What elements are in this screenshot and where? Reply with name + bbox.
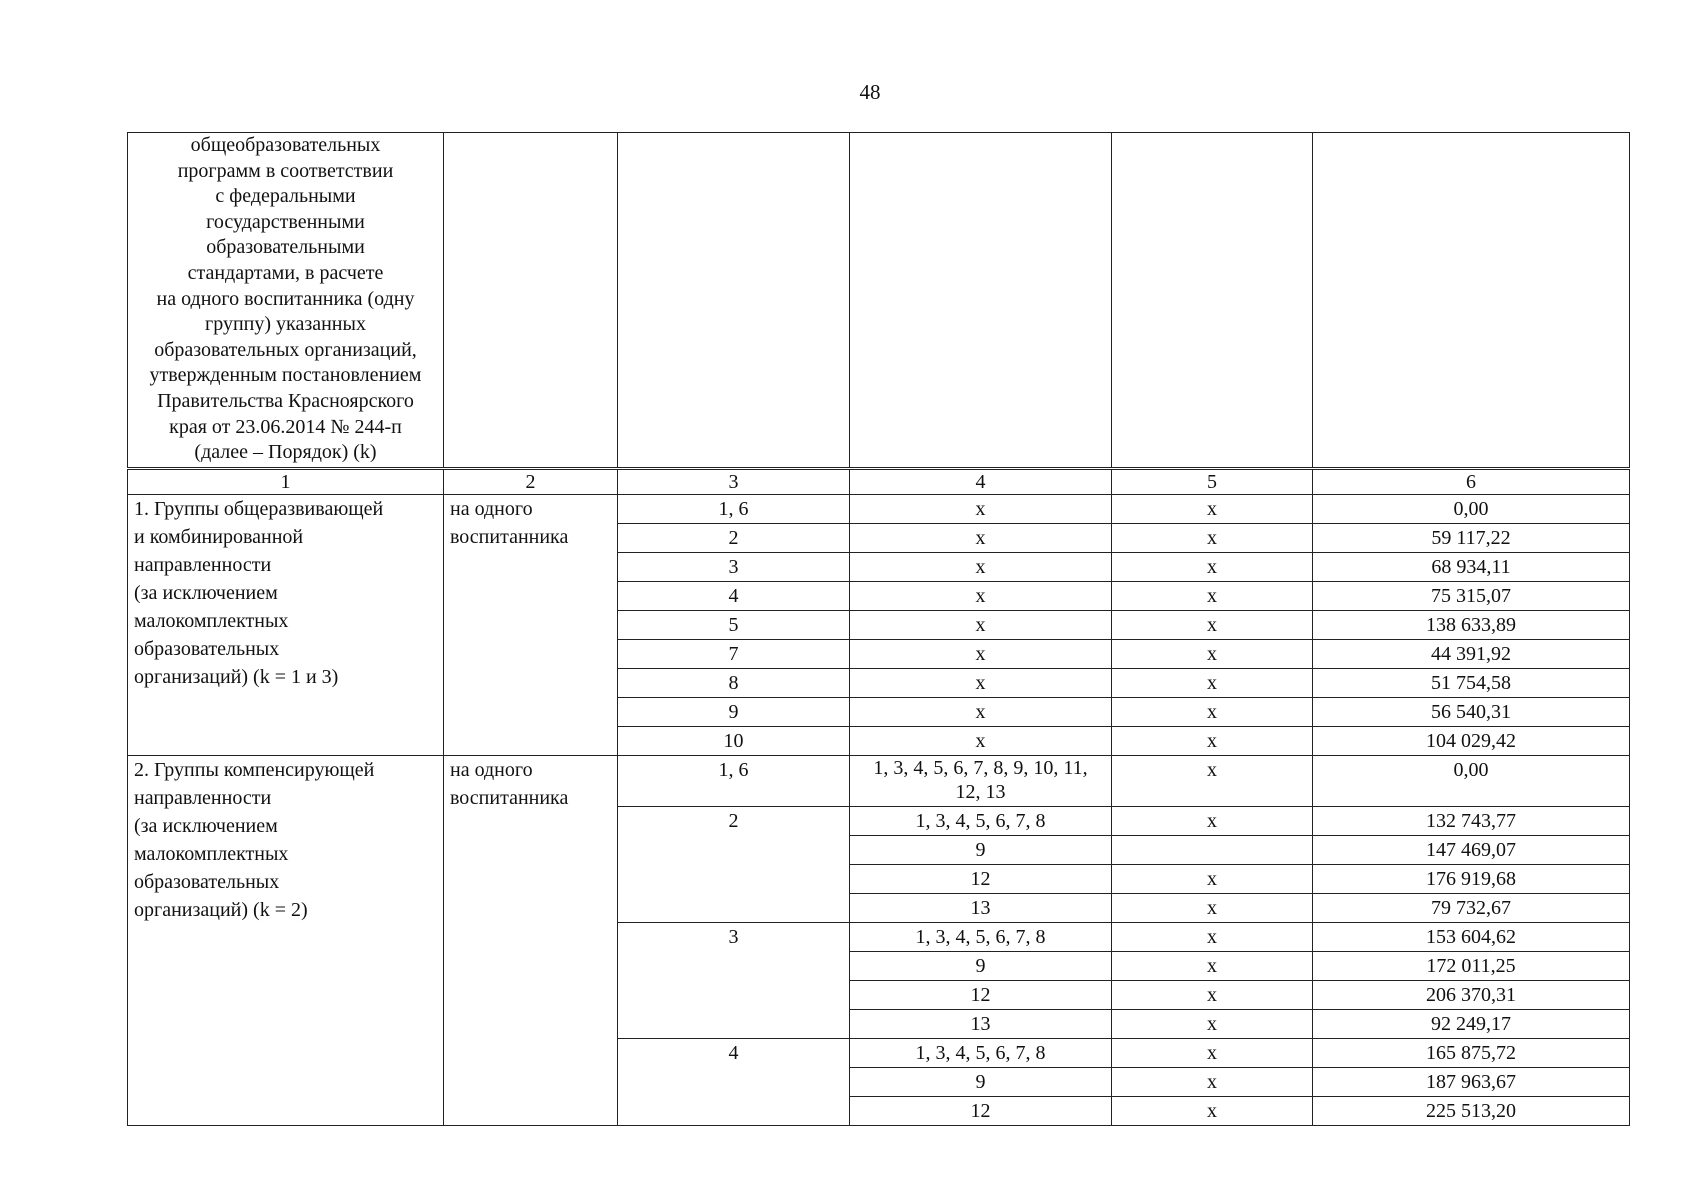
group-label-line: и комбинированной: [134, 526, 304, 548]
cell-col3: 2: [618, 807, 850, 923]
cell-col4: 12: [850, 1097, 1112, 1126]
table-row: [128, 756, 1630, 807]
cell-col3: 9: [618, 698, 850, 727]
cell-col5: х: [1112, 640, 1313, 669]
unit-label: [444, 495, 618, 756]
group-label-line: образовательных: [134, 871, 280, 893]
group-label-line: малокомплектных: [134, 610, 289, 632]
cell-col6: 206 370,31: [1313, 981, 1630, 1010]
group-label: [128, 495, 444, 756]
cell-col3: 1, 6: [618, 495, 850, 524]
cell-col5: х: [1112, 698, 1313, 727]
cell-col5: х: [1112, 807, 1313, 836]
cell-col4: х: [850, 640, 1112, 669]
group-label-line: (за исключением: [134, 815, 278, 837]
cell-col5: х: [1112, 894, 1313, 923]
column-number: 4: [850, 469, 1112, 495]
header-description-line: образовательных организаций,: [154, 338, 417, 361]
group-label-line: образовательных: [134, 638, 280, 660]
cell-col6: 0,00: [1313, 756, 1630, 807]
cell-col6: 172 011,25: [1313, 952, 1630, 981]
cell-col4: х: [850, 727, 1112, 756]
column-number: 6: [1313, 469, 1630, 495]
cell-col3: 10: [618, 727, 850, 756]
column-number: 5: [1112, 469, 1313, 495]
cell-col6: 138 633,89: [1313, 611, 1630, 640]
cell-col4: 1, 3, 4, 5, 6, 7, 8: [850, 923, 1112, 952]
column-number: 1: [128, 469, 444, 495]
cell-col5: х: [1112, 582, 1313, 611]
cell-col4: х: [850, 582, 1112, 611]
header-description-line: стандартами, в расчете: [187, 261, 384, 284]
cell-col6: 225 513,20: [1313, 1097, 1630, 1126]
cell-col6: 0,00: [1313, 495, 1630, 524]
header-description-line: (далее – Порядок) (k): [194, 441, 377, 464]
header-description-line: с федеральными: [215, 185, 356, 208]
header-description-line: на одного воспитанника (одну: [156, 287, 415, 310]
cell-col4: 12: [850, 865, 1112, 894]
group-label-line: 2. Группы компенсирующей: [134, 759, 375, 781]
group-label-line: малокомплектных: [134, 843, 289, 865]
cell-col4: х: [850, 495, 1112, 524]
cell-col6: 187 963,67: [1313, 1068, 1630, 1097]
group-label-line: 1. Группы общеразвивающей: [134, 498, 384, 520]
cell-col6: 153 604,62: [1313, 923, 1630, 952]
cell-col4: 1, 3, 4, 5, 6, 7, 8: [850, 1039, 1112, 1068]
column-number: 3: [618, 469, 850, 495]
header-empty-cell: [444, 133, 618, 469]
group-label-line: организаций) (k = 2): [134, 899, 308, 921]
cell-col6: 68 934,11: [1313, 553, 1630, 582]
unit-label: [444, 756, 618, 1126]
cell-col4: 1, 3, 4, 5, 6, 7, 8: [850, 807, 1112, 836]
column-number-row: [128, 469, 1630, 495]
header-description: [128, 133, 444, 469]
cell-col5: х: [1112, 553, 1313, 582]
header-description-line: образовательными: [206, 236, 365, 259]
cell-col3: 3: [618, 923, 850, 1039]
cell-col4: х: [850, 698, 1112, 727]
cell-col6: 56 540,31: [1313, 698, 1630, 727]
cell-col5: х: [1112, 981, 1313, 1010]
cell-col5: х: [1112, 1010, 1313, 1039]
cell-col3: 2: [618, 524, 850, 553]
cell-col4: х: [850, 524, 1112, 553]
cell-col5: х: [1112, 1039, 1313, 1068]
cell-col6: 165 875,72: [1313, 1039, 1630, 1068]
unit-label-line: воспитанника: [450, 526, 569, 548]
cell-col4: 9: [850, 836, 1112, 865]
column-number: 2: [444, 469, 618, 495]
cost-table: [127, 132, 1630, 1126]
cell-col5: х: [1112, 952, 1313, 981]
cell-col5: х: [1112, 865, 1313, 894]
cell-col3: 5: [618, 611, 850, 640]
unit-label-line: на одного: [450, 759, 533, 781]
cell-col5: х: [1112, 495, 1313, 524]
cell-col6: 176 919,68: [1313, 865, 1630, 894]
header-description-line: программ в соответствии: [177, 159, 394, 182]
cell-col5: х: [1112, 756, 1313, 807]
group-label: [128, 756, 444, 1126]
table-row: [128, 495, 1630, 524]
cell-col6: 79 732,67: [1313, 894, 1630, 923]
cell-col6: 59 117,22: [1313, 524, 1630, 553]
cell-col6: 44 391,92: [1313, 640, 1630, 669]
cell-col6: 104 029,42: [1313, 727, 1630, 756]
header-empty-cell: [1313, 133, 1630, 469]
cell-col5: х: [1112, 1097, 1313, 1126]
cell-col5: х: [1112, 1068, 1313, 1097]
cell-col4: 12: [850, 981, 1112, 1010]
cell-col6: 92 249,17: [1313, 1010, 1630, 1039]
cell-col5: х: [1112, 524, 1313, 553]
group-label-line: организаций) (k = 1 и 3): [134, 666, 339, 688]
header-empty-cell: [618, 133, 850, 469]
cell-col6: 147 469,07: [1313, 836, 1630, 865]
cell-col6: 51 754,58: [1313, 669, 1630, 698]
cell-col3: 3: [618, 553, 850, 582]
cell-col6: 75 315,07: [1313, 582, 1630, 611]
header-description-line: общеобразовательных: [190, 134, 381, 156]
cell-col3: 1, 6: [618, 756, 850, 807]
header-empty-cell: [850, 133, 1112, 469]
header-empty-cell: [1112, 133, 1313, 469]
header-description-line: группу) указанных: [205, 313, 366, 336]
unit-label-line: на одного: [450, 498, 533, 520]
cell-col5: х: [1112, 669, 1313, 698]
cell-col5: [1112, 836, 1313, 865]
header-description-line: края от 23.06.2014 № 244-п: [169, 415, 402, 438]
unit-label-line: воспитанника: [450, 787, 569, 809]
cell-col5: х: [1112, 727, 1313, 756]
header-description-line: утвержденным постановлением: [149, 364, 422, 387]
page-number: 48: [859, 80, 881, 104]
cell-col4: 9: [850, 952, 1112, 981]
cell-col5: х: [1112, 611, 1313, 640]
cell-col4: 13: [850, 894, 1112, 923]
cell-col3: 4: [618, 1039, 850, 1126]
cell-col3: 8: [618, 669, 850, 698]
cell-col4: 1, 3, 4, 5, 6, 7, 8, 9, 10, 11, 12, 13: [850, 756, 1112, 807]
cell-col3: 7: [618, 640, 850, 669]
header-row: [128, 133, 1630, 469]
header-description-line: Правительства Красноярского: [157, 389, 414, 412]
cell-col4: 13: [850, 1010, 1112, 1039]
group-label-line: (за исключением: [134, 582, 278, 604]
cell-col4: х: [850, 553, 1112, 582]
cell-col4: х: [850, 669, 1112, 698]
cell-col4: х: [850, 611, 1112, 640]
cell-col5: х: [1112, 923, 1313, 952]
cell-col4: 9: [850, 1068, 1112, 1097]
cell-col3: 4: [618, 582, 850, 611]
group-label-line: направленности: [134, 787, 272, 809]
group-label-line: направленности: [134, 554, 272, 576]
header-description-line: государственными: [206, 210, 365, 233]
cell-col6: 132 743,77: [1313, 807, 1630, 836]
